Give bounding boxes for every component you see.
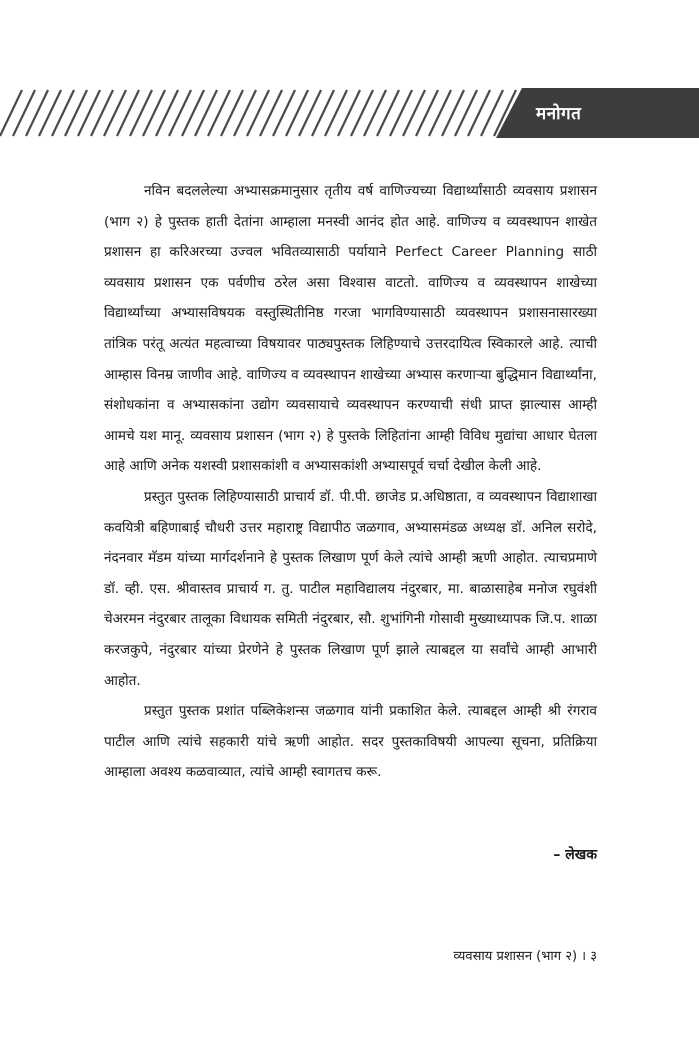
header-stripe [39, 90, 61, 136]
header-stripe [325, 90, 347, 136]
header-stripe [260, 90, 282, 136]
header-stripe [286, 90, 308, 136]
header-stripe [13, 90, 35, 136]
header-stripe [208, 90, 230, 136]
header-stripe [52, 90, 74, 136]
paragraph-1: नविन बदललेल्या अभ्यासक्रमानुसार तृतीय वर्ष वाणिज्यच्या विद्यार्थ्यांसाठी व्यवसाय प्रशासन (भाग २) हे पुस्तक हाती देतांना आम्हाला मनस्वी आनंद होत आहे. वाणिज्य व व्यवस्थापन शाखेत प्रशासन हा करिअरच्या उज्वल भवितव्यासाठी पर्यायाने Perfect Career Planning साठी व्यवसाय प्रशासन एक पर्वणीच ठरेल असा विश्वास वाटतो. वाणिज्य व व्यवस्थापन शाखेच्या विद्यार्थ्यांच्या अभ्यासविषयक वस्तुस्थितीनिष्ठ गरजा भागविण्यासाठी व्यवस्थापन प्रशासनासारख्या तांत्रिक परंतू अत्यंत महत्वाच्या विषयावर पाठ्यपुस्तक लिहिण्याचे उत्तरदायित्व स्विकारले आहे. त्याची आम्हास विनम्र जाणीव आहे. वाणिज्य व व्यवस्थापन शाखेच्या अभ्यास करणाऱ्या बुद्धिमान विद्यार्थ्यांना, संशोधकांना व अभ्यासकांना उद्योग व्यवसायाचे व्यवस्थापन करण्याची संधी प्राप्त झाल्यास आम्ही आमचे यश मानू. व्यवसाय प्रशासन (भाग २) हे पुस्तके लिहितांना आम्ही विविध मुद्यांचा आधार घेतला आहे आणि अनेक यशस्वी प्रशासकांशी व अभ्यासकांशी अभ्यासपूर्व चर्चा देखील केली आहे. [104, 183, 597, 475]
header-stripe [78, 90, 100, 136]
header-stripe [442, 90, 464, 136]
header-stripe [0, 90, 22, 136]
header-stripe [481, 90, 503, 136]
header-stripe [26, 90, 48, 136]
header-stripe [312, 90, 334, 136]
page-title: मनोगत [536, 104, 582, 124]
header-stripe [195, 90, 217, 136]
preface-body [104, 176, 597, 788]
paragraph-2: प्रस्तुत पुस्तक लिहिण्यासाठी प्राचार्य डॉ. पी.पी. छाजेड प्र.अधिष्ठाता, व व्यवस्थापन विद्याशाखा कवयित्री बहिणाबाई चौधरी उत्तर महाराष्ट्र विद्यापीठ जळगाव, अभ्यासमंडळ अध्यक्ष डॉ. अनिल सरोदे, नंदनवार मॅडम यांच्या मार्गदर्शनाने हे पुस्तक लिखाण पूर्ण केले त्यांचे आम्ही ऋणी आहोत. त्याचप्रमाणे डॉ. व्ही. एस. श्रीवास्तव प्राचार्य ग. तु. पाटील महाविद्यालय नंदुरबार, मा. बाळासाहेब मनोज रघुवंशी चेअरमन नंदुरबार तालूका विधायक समिती नंदुरबार, सौ. शुभांगिनी गोसावी मुख्याध्यापक जि.प. शाळा करजकुपे, नंदुरबार यांच्या प्रेरणेने हे पुस्तक लिखाण पूर्ण झाले त्याबद्दल या सर्वांचे आम्ही आभारी आहोत. [104, 488, 597, 689]
header-stripe [130, 90, 152, 136]
header-stripe [429, 90, 451, 136]
header-stripe [247, 90, 269, 136]
page-footer: व्यवसाय प्रशासन (भाग २) । ३ [453, 949, 597, 964]
header-stripe [377, 90, 399, 136]
header-stripe [416, 90, 438, 136]
header-stripe [156, 90, 178, 136]
header-stripe [143, 90, 165, 136]
header-stripe [390, 90, 412, 136]
header-stripe [468, 90, 490, 136]
header-stripe [221, 90, 243, 136]
header-stripe [273, 90, 295, 136]
header-stripe [182, 90, 204, 136]
header-stripe [338, 90, 360, 136]
header-stripe [299, 90, 321, 136]
author-signature: – लेखक [553, 847, 597, 863]
header-stripe [117, 90, 139, 136]
header-stripe [104, 90, 126, 136]
header-stripe [351, 90, 373, 136]
paragraph-3: प्रस्तुत पुस्तक प्रशांत पब्लिकेशन्स जळगाव यांनी प्रकाशित केले. त्याबद्दल आम्ही श्री रंगराव पाटील आणि त्यांचे सहकारी यांचे ऋणी आहोत. सदर पुस्तकाविषयी आपल्या सूचना, प्रतिक्रिया आम्हाला अवश्य कळवाव्यात, त्यांचे आम्ही स्वागतच करू. [104, 703, 597, 781]
header-stripe [234, 90, 256, 136]
header-stripe [91, 90, 113, 136]
header-stripe [65, 90, 87, 136]
header-stripe [169, 90, 191, 136]
header-stripe [403, 90, 425, 136]
header-stripe [455, 90, 477, 136]
header-stripe [364, 90, 386, 136]
